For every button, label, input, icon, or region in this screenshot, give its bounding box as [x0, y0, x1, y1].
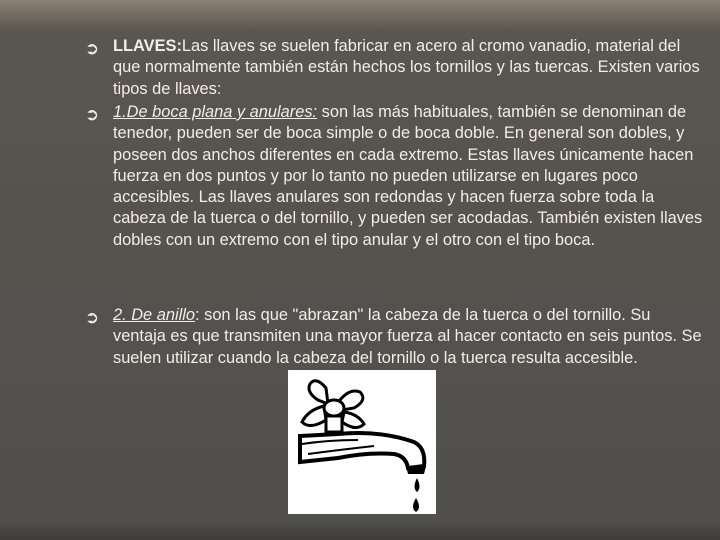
bullet-boca-plana: [113, 102, 703, 251]
bullet-anillo-lead: 2. De anillo: [113, 306, 196, 324]
bullet-anillo: [113, 305, 703, 369]
slide-bottom-band: [0, 520, 720, 540]
arrow-bullet-icon: ➲: [84, 39, 100, 58]
slide-top-band: [0, 0, 720, 30]
bullet-boca-plana-lead: 1.De boca plana y anulares:: [113, 103, 318, 121]
bullet-llaves-text: Las llaves se suelen fabricar en acero al cromo vanadio, material del que normalmente también están hechos los tornillos y las tuercas. Existen varios tipos de llaves:: [113, 37, 700, 98]
bullet-boca-plana-text: son las más habituales, también se denominan de tenedor, pueden ser de boca simple o de boca doble. En general son dobles, y poseen dos anchos diferentes en cada extremo. Estas llaves únicamente hacen fuerza en dos puntos y por lo tanto no pueden utilizarse en lugares poco accesibles. Las llaves anulares son redondas y hacen fuerza sobre toda la cabeza de la tuerca o del tornillo, y pueden ser acodadas. También existen llaves dobles con un extremo con el tipo anular y el otro con el tipo boca.: [113, 103, 703, 249]
bullet-anillo-text: : son las que "abrazan" la cabeza de la tuerca o del tornillo. Su ventaja es que transmiten una mayor fuerza al hacer contacto en seis puntos. Se suelen utilizar cuando la cabeza del tornillo o la tuerca resulta accesible.: [113, 306, 702, 367]
bullet-llaves-lead: LLAVES:: [113, 37, 182, 55]
arrow-bullet-icon: ➲: [84, 308, 100, 327]
bullet-llaves: [113, 36, 703, 100]
faucet-icon: [288, 370, 436, 514]
arrow-bullet-icon: ➲: [84, 105, 100, 124]
